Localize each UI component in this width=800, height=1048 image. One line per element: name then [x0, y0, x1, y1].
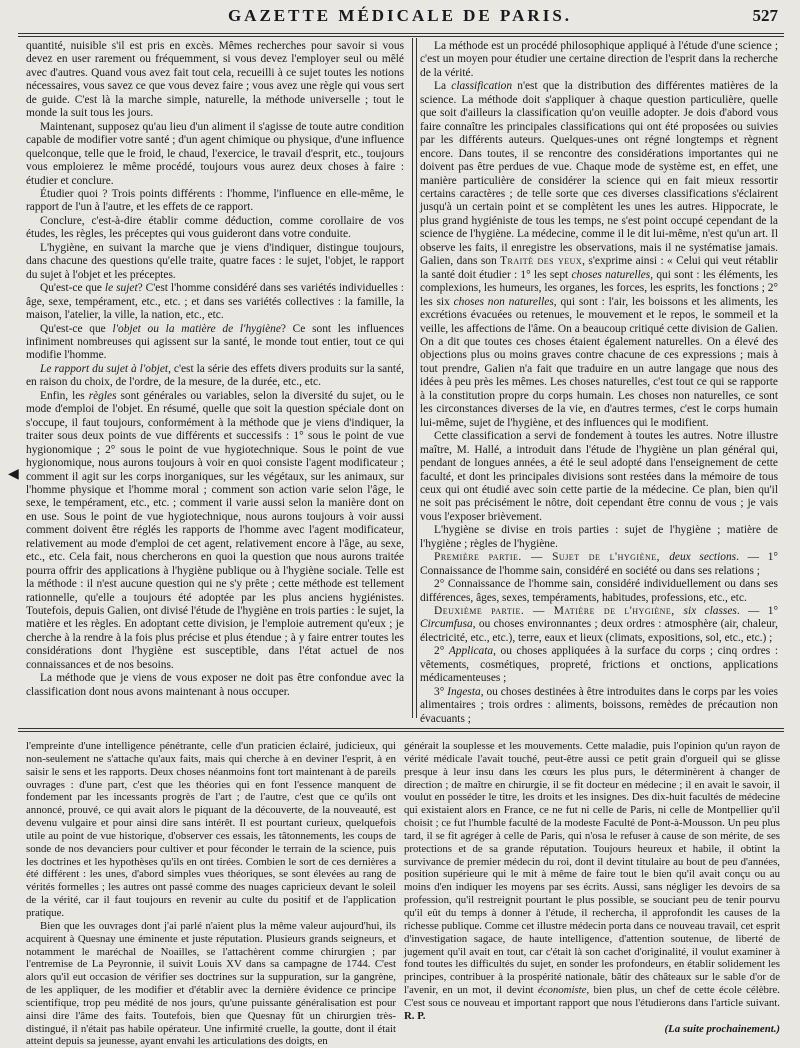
italic-term: Le rapport du sujet à l'objet: [40, 362, 169, 375]
paragraph: [420, 80, 778, 430]
paragraph: [420, 645, 778, 685]
italic-term: Applicata: [448, 645, 494, 658]
header-rule-double: [18, 36, 784, 37]
column-bottom-right: [404, 740, 780, 1040]
paragraph: quantité, nuisible s'il est pris en excès. Mêmes recherches pour savoir si vous devez en user rarement ou fréquemment, si vous devez l'employer seul ou mêlé avec d'autres. Quand vous avez fait tout cela, recueilli à ce sujet toutes les notions nécessaires, vous savez ce que vous devez faire ; vous avez une règle qui vous sert de guide. C'est là la marche simple, naturelle, la méthode universelle ; tout le monde la suit tous les jours.: [26, 40, 404, 120]
paragraph: La méthode que je viens de vous exposer ne doit pas être confondue avec la classification dont nous avons maintenant à nous occuper.: [26, 672, 404, 698]
italic-term: classification: [451, 80, 513, 93]
text-run: , bien plus, un chef de cette école célèbre. C'est sous ce nouveau et important rapport que nous l'étudierons dans l'article suivant.: [404, 984, 780, 1009]
column-top-left: [26, 40, 404, 720]
text-run: générait la souplesse et les mouvements. Cette maladie, puis l'opinion qu'un rayon de vérité médicale l'avait touché, peut-être aussi ce petit grain d'orgueil qui se glisse presque à leur insu dans les cœurs les plus purs, le déterminèrent à changer de direction ; de maître en chirurgie, il se fit docteur en médecine ; il en avait le savoir, il voulut en posséder le titre, les droits et les insignes. Des dix-huit facultés de médecine qui existaient alors en France, ce ne fut ni celle de Paris, ni celle de Montpellier qu'il choisit ; ce fut l'humble faculté de la modeste Faculté de Pont-à-Mousson. Un peu plus tard, il se fit agréger à celle de Paris, qui n'osa le refuser à cause de son mérite, de ses protections et de sa grande réputation. Toujours heureux et habile, il obtint la survivance de premier médecin du roi, dont il devint titulaire au bout de peu d'années, position supérieure qui le mit à même de faire tout le bien qu'il avait conçu ou au moins d'en indiquer les moyens par ses écrits. Aussi, sans négliger les devoirs de sa profession, qu'il restreignit pourtant le plus possible, se souciant peu de tenir pourvu qu'il eût du temps à donner à l'étude, il rechercha, il approfondit les causes de la richesse publique. Comme cet illustre médecin porta dans ce nouveau travail, cet esprit d'investigation sagace, de haute intelligence, d'attention soutenue, de liberté de jugement qu'il avait en tout, car c'était là son cachet d'originalité, il voulut examiner à fond toutes les difficultés du sujet, en sonder les profondeurs, en établir solidement les principes, contribuer à la prospérité nationale, bâtir des châteaux sur le sable d'or de l'avenir, en un mot, il devint: [404, 740, 780, 997]
margin-pointer-icon: ◀: [8, 467, 19, 482]
text-run: Enfin, les: [40, 389, 89, 402]
text-run: 3°: [434, 685, 448, 698]
text-run: , qui sont : les éléments, les complexions, les humeurs, les organes, les forces, les esprits, les fonctions ; 2° les six: [420, 268, 778, 308]
page-number: 527: [752, 6, 778, 25]
italic-term: Ingesta: [447, 685, 481, 698]
book-title: Traité des yeux: [500, 255, 583, 268]
paragraph: Maintenant, supposez qu'au lieu d'un aliment il s'agisse de toute autre condition capable de modifier votre santé ; d'un agent chimique ou physique, d'une influence quelconque, telle que le froid, le chaud, l'exercice, le travail d'esprit, etc., toujours vous emploierez le même procédé, toujours vous aurez deux choses à faire : étudier et conclure.: [26, 120, 404, 187]
paragraph: 2° Connaissance de l'homme sain, considéré individuellement ou dans ses différences, âges, sexes, tempéraments, habitudes, professions, etc., etc.: [420, 578, 778, 604]
column-divider: [412, 38, 417, 718]
header-rule: [18, 33, 784, 34]
text-run: Qu'est-ce que: [40, 282, 105, 295]
paragraph: [404, 740, 780, 1023]
text-run: , ou choses appliquées à la surface du corps ; cinq ordres : vêtements, cosmétiques, propreté, frictions et onctions, applications médicamenteuses ;: [420, 645, 778, 685]
paragraph: [420, 605, 778, 645]
section-heading: Deuxième partie.: [434, 605, 525, 618]
paragraph: Conclure, c'est-à-dire établir comme déduction, comme corollaire de vos études, les règles, les préceptes qui vous guideront dans votre conduite.: [26, 214, 404, 241]
text-run: ? C'est l'homme considéré dans ses variétés individuelles : âge, sexe, tempérament, etc., etc. ; et dans ses variétés collectives : la famille, la maison, l'atelier, la ville, la nation, etc., etc.: [26, 282, 404, 322]
paragraph: Étudier quoi ? Trois points différents : l'homme, l'influence en elle-même, le rapport de l'un à l'autre, et les effets de ce rapport.: [26, 187, 404, 214]
text-run: , c'est la série des effets divers produits sur la santé, en raison du choix, de l'ordre, de la mesure, de la durée, etc., etc.: [26, 362, 404, 389]
text-run: La: [434, 80, 452, 93]
italic-term: deux sections: [669, 551, 737, 564]
paragraph: [26, 390, 404, 673]
text-run: 2°: [434, 645, 449, 658]
italic-term: choses non naturelles: [453, 295, 554, 308]
paragraph: [26, 282, 404, 322]
paragraph: [420, 686, 778, 726]
paragraph: Bien que les ouvrages dont j'ai parlé n'aient plus la même valeur aujourd'hui, ils acquirent à Quesnay une éminente et juste réputation. Plusieurs grands seigneurs, et notamment le maréchal de Noailles, se l'attachèrent comme chirurgien ; par l'entremise de La Peyronnie, il suivit Louis XV dans sa campagne de 1744. C'est alors qu'il eut occasion de vérifier ses doctrines sur la suppuration, sur la gangrène, de les appliquer, de les modifier et d'établir avec la dernière évidence ce principe scientifique, trop peu médité de nos jours, qu'une puissante généralisation est pour ainsi dire l'âme des faits. Toutefois, bien que Quesnay fût un chirurgien très-distingué, il n'était pas habile opérateur. Une infirmité cruelle, la goutte, dont il était atteint depuis sa jeunesse, ayant envahi les articulations des doigts, en: [26, 919, 396, 1048]
text-run: ? Ce sont les influences infiniment nombreuses qui agissent sur la santé, le monde tout entier, tout ce qui modifie l'homme.: [26, 322, 404, 362]
paragraph: Cette classification a servi de fondement à toutes les autres. Notre illustre maître, M. Hallé, a introduit dans l'étude de l'hygiène un plan général qui, pendant de longues années, a été le seul adopté dans l'enseignement de cette faculté, et dont les principales divisions sont restées dans la mémoire de tous ceux qui ont étudié avec soin cette partie de la médecine. Ce plan, bien qu'il ne soit pas précisément le nôtre, doit cependant être connu de vous ; je vais vous l'exposer brièvement.: [420, 430, 778, 523]
text-run: n'est que la distribution des différentes matières de la science. La méthode doit s'appliquer à chaque question particulière, quelle que soit d'ailleurs la classification qu'on veuille adopter. Je dois d'abord vous faire connaître les principales classifications qui ont été proposées ou suivies par les différents auteurs. Quelques-unes ont régné longtemps et règnent encore. Dans toutes, il se rencontre des considérations importantes qui ne doivent pas être perdues de vue. Chaque mode de système est, en effet, une manière particulière de considérer la science qui en fait mieux ressortir certains caractères ; de telle sorte que ces diverses classifications s'éclairent jusqu'à un certain point et se complètent les unes les autres. Hippocrate, le plus grand hygiéniste de tous les temps, ne s'est point occupé cependant de la science de l'hygiène. La médecine, comme il le dit lui-même, n'est qu'un art. Il observe les faits, il enregistre les observations, mais il ne systématise jamais. Galien, dans son: [420, 80, 778, 268]
italic-term: choses naturelles: [571, 268, 651, 281]
paragraph: [26, 363, 404, 390]
paragraph: [26, 323, 404, 363]
paragraph: l'empreinte d'une intelligence pénétrante, celle d'un praticien éclairé, judicieux, qui non-seulement ne s'attache qu'aux faits, mais qui cherche à en deviner l'esprit, à en saisir le sens et les rapports. Deux choses néanmoins font tort maintenant à de pareils ouvrages : d'une part, c'est que les théories qui en font l'essence manquent de fondement par les incessants progrès de l'art ; de l'autre, c'est que ce qu'ils ont annoncé, prouvé, ce qui avait alors le piquant de la découverte, de la nouveauté, est devenu vulgaire et pour ainsi dire sans intérêt. Il est pourtant curieux, quelquefois utile au point de vue historique, d'observer ces essais, les tâtonnements, les coups de sonde de nos devanciers pour cultiver et pour féconder le terrain de la science, puis les doctrines et les hypothèses qu'ils en ont tirées. Combien le sort de ces dernières a été différent : les unes, d'abord simples vues théoriques, se sont élevées au rang de vérités formelles ; les autres ont passé comme des nuages capricieux devant le soleil de la vérité, car il faut toujours en revenir au culte du positif et de l'application pratique.: [26, 740, 396, 919]
italic-term: six classes: [683, 605, 737, 618]
italic-term: économiste: [537, 984, 587, 997]
italic-term: règles: [88, 389, 117, 402]
section-heading: Première partie.: [434, 551, 522, 564]
continued-note: (La suite prochainement.): [664, 1022, 780, 1035]
text-run: , s'exprime ainsi : « Celui qui veut rétablir la santé doit étudier : 1° les sept: [420, 255, 778, 281]
text-run: , ou choses environnantes ; deux ordres : atmosphère (air, chaleur, électricité, etc., etc.), terre, eaux et lieux (climats, expositions, sol, etc., etc.) ;: [420, 618, 778, 644]
italic-term: le sujet: [104, 282, 138, 295]
text-run: — Sujet de l'hygiène,: [521, 551, 670, 564]
column-bottom-left: [26, 740, 396, 1048]
masthead-title: GAZETTE MÉDICALE DE PARIS.: [227, 6, 573, 25]
text-run: , ou choses destinées à être introduites dans le corps par les voies alimentaires ; trois ordres : aliments, boissons, remèdes de précaution non évacuants ;: [420, 685, 778, 725]
paragraph: L'hygiène, en suivant la marche que je viens d'indiquer, distingue toujours, dans chacune des questions qu'elle traite, quatre faces : le sujet, l'objet, le rapport du sujet à l'objet et les préceptes.: [26, 241, 404, 281]
paragraph: L'hygiène se divise en trois parties : sujet de l'hygiène ; matière de l'hygiène ; règles de l'hygiène.: [420, 524, 778, 550]
feuilleton-rule-double: [18, 731, 784, 732]
paragraph: La méthode est un procédé philosophique appliqué à l'étude d'une science ; c'est un moyen pour étudier une certaine direction de l'esprit dans la recherche de la vérité.: [420, 40, 778, 79]
column-top-right: [420, 40, 779, 725]
italic-term: Circumfusa: [420, 618, 473, 631]
text-run: . — 1° Connaissance de l'homme sain, considéré en société ou dans ses relations ;: [420, 551, 778, 577]
signature: R. P.: [404, 1009, 426, 1022]
text-run: — Matière de l'hygiène,: [524, 605, 684, 618]
text-run: . — 1°: [736, 605, 779, 618]
text-run: Qu'est-ce que: [40, 322, 113, 335]
paragraph: [420, 551, 778, 578]
text-run: sont générales ou variables, selon la diversité du sujet, ou le mode d'emploi de l'objet. En résumé, quelle que soit la question spéciale dont on s'occupe, il faut toujours, conformément à la méthode que je viens d'indiquer, la traiter sous deux points de vue différents et successifs : 1° sous le point de vue hygionomique ; 2° sous le point de vue hygiotechnique. Sous le point de vue hygionomique, nous aurons toujours à voir en quoi consiste l'agent modificateur ; comment il agit sur les corps inorganiques, sur les végétaux, sur les animaux, sur l'homme physique et l'homme moral ; comment son action varie selon l'âge, le sexe, le tempérament, etc., etc. ; comment il varie aussi selon la manière dont on en use. Sous le point de vue hygiotechnique, nous aurons toujours à voir aussi comment doivent être réglés les rapports de l'homme avec l'agent modificateur, relativement au mode d'emploi de cet agent, relativement encore à l'âge, au sexe, etc., etc. Cela fait, nous chercherons en quoi la question que nous aurons traitée pourra offrir des applications à l'hygiène publique ou à l'hygiène sociale. Telle est la méthode : il n'est aucune question qui ne s'y prête ; cette méthode est tellement rationnelle, qu'elle a toujours été adoptée par les plus anciens hygiénistes. Toutefois, depuis Galien, ont divisé l'étude de l'hygiène en trois parties : le sujet, la matière et les règles. En adoptant cette division, je l'emploie autrement qu'eux ; je cherche à la rendre à la fois plus précise et plus étendue ; à y faire entrer toutes les considérations dont l'hygiène est susceptible, dans l'état actuel de nos connaissances et de nos besoins.: [26, 389, 404, 671]
feuilleton-rule: [18, 728, 784, 729]
page-header: [0, 6, 800, 28]
text-run: , qui sont : l'air, les boissons et les aliments, les excrétions évacuées ou retenues, le mouvement et le repos, le sommeil et la veille, les affections de l'âme. On a beaucoup critiqué cette division de Galien. On a dit que toutes ces choses étaient également naturelles. On a élevé des objections plus ou moins graves contre chacune de ces expressions ; mais à tout prendre, Galien n'a fait que traduire en un autre langage que nous des idées à peu près les mêmes. Les choses naturelles, c'est tout ce qui se rapporte à la constitution propre du corps humain. Les choses non naturelles, ce sont les circonstances diverses de la vie, en d'autres termes, c'est le corps humain lui-même, sujet de l'hygiène, et des influences qui le modifient.: [420, 295, 778, 429]
italic-term: l'objet ou la matière de l'hygiène: [112, 322, 281, 335]
